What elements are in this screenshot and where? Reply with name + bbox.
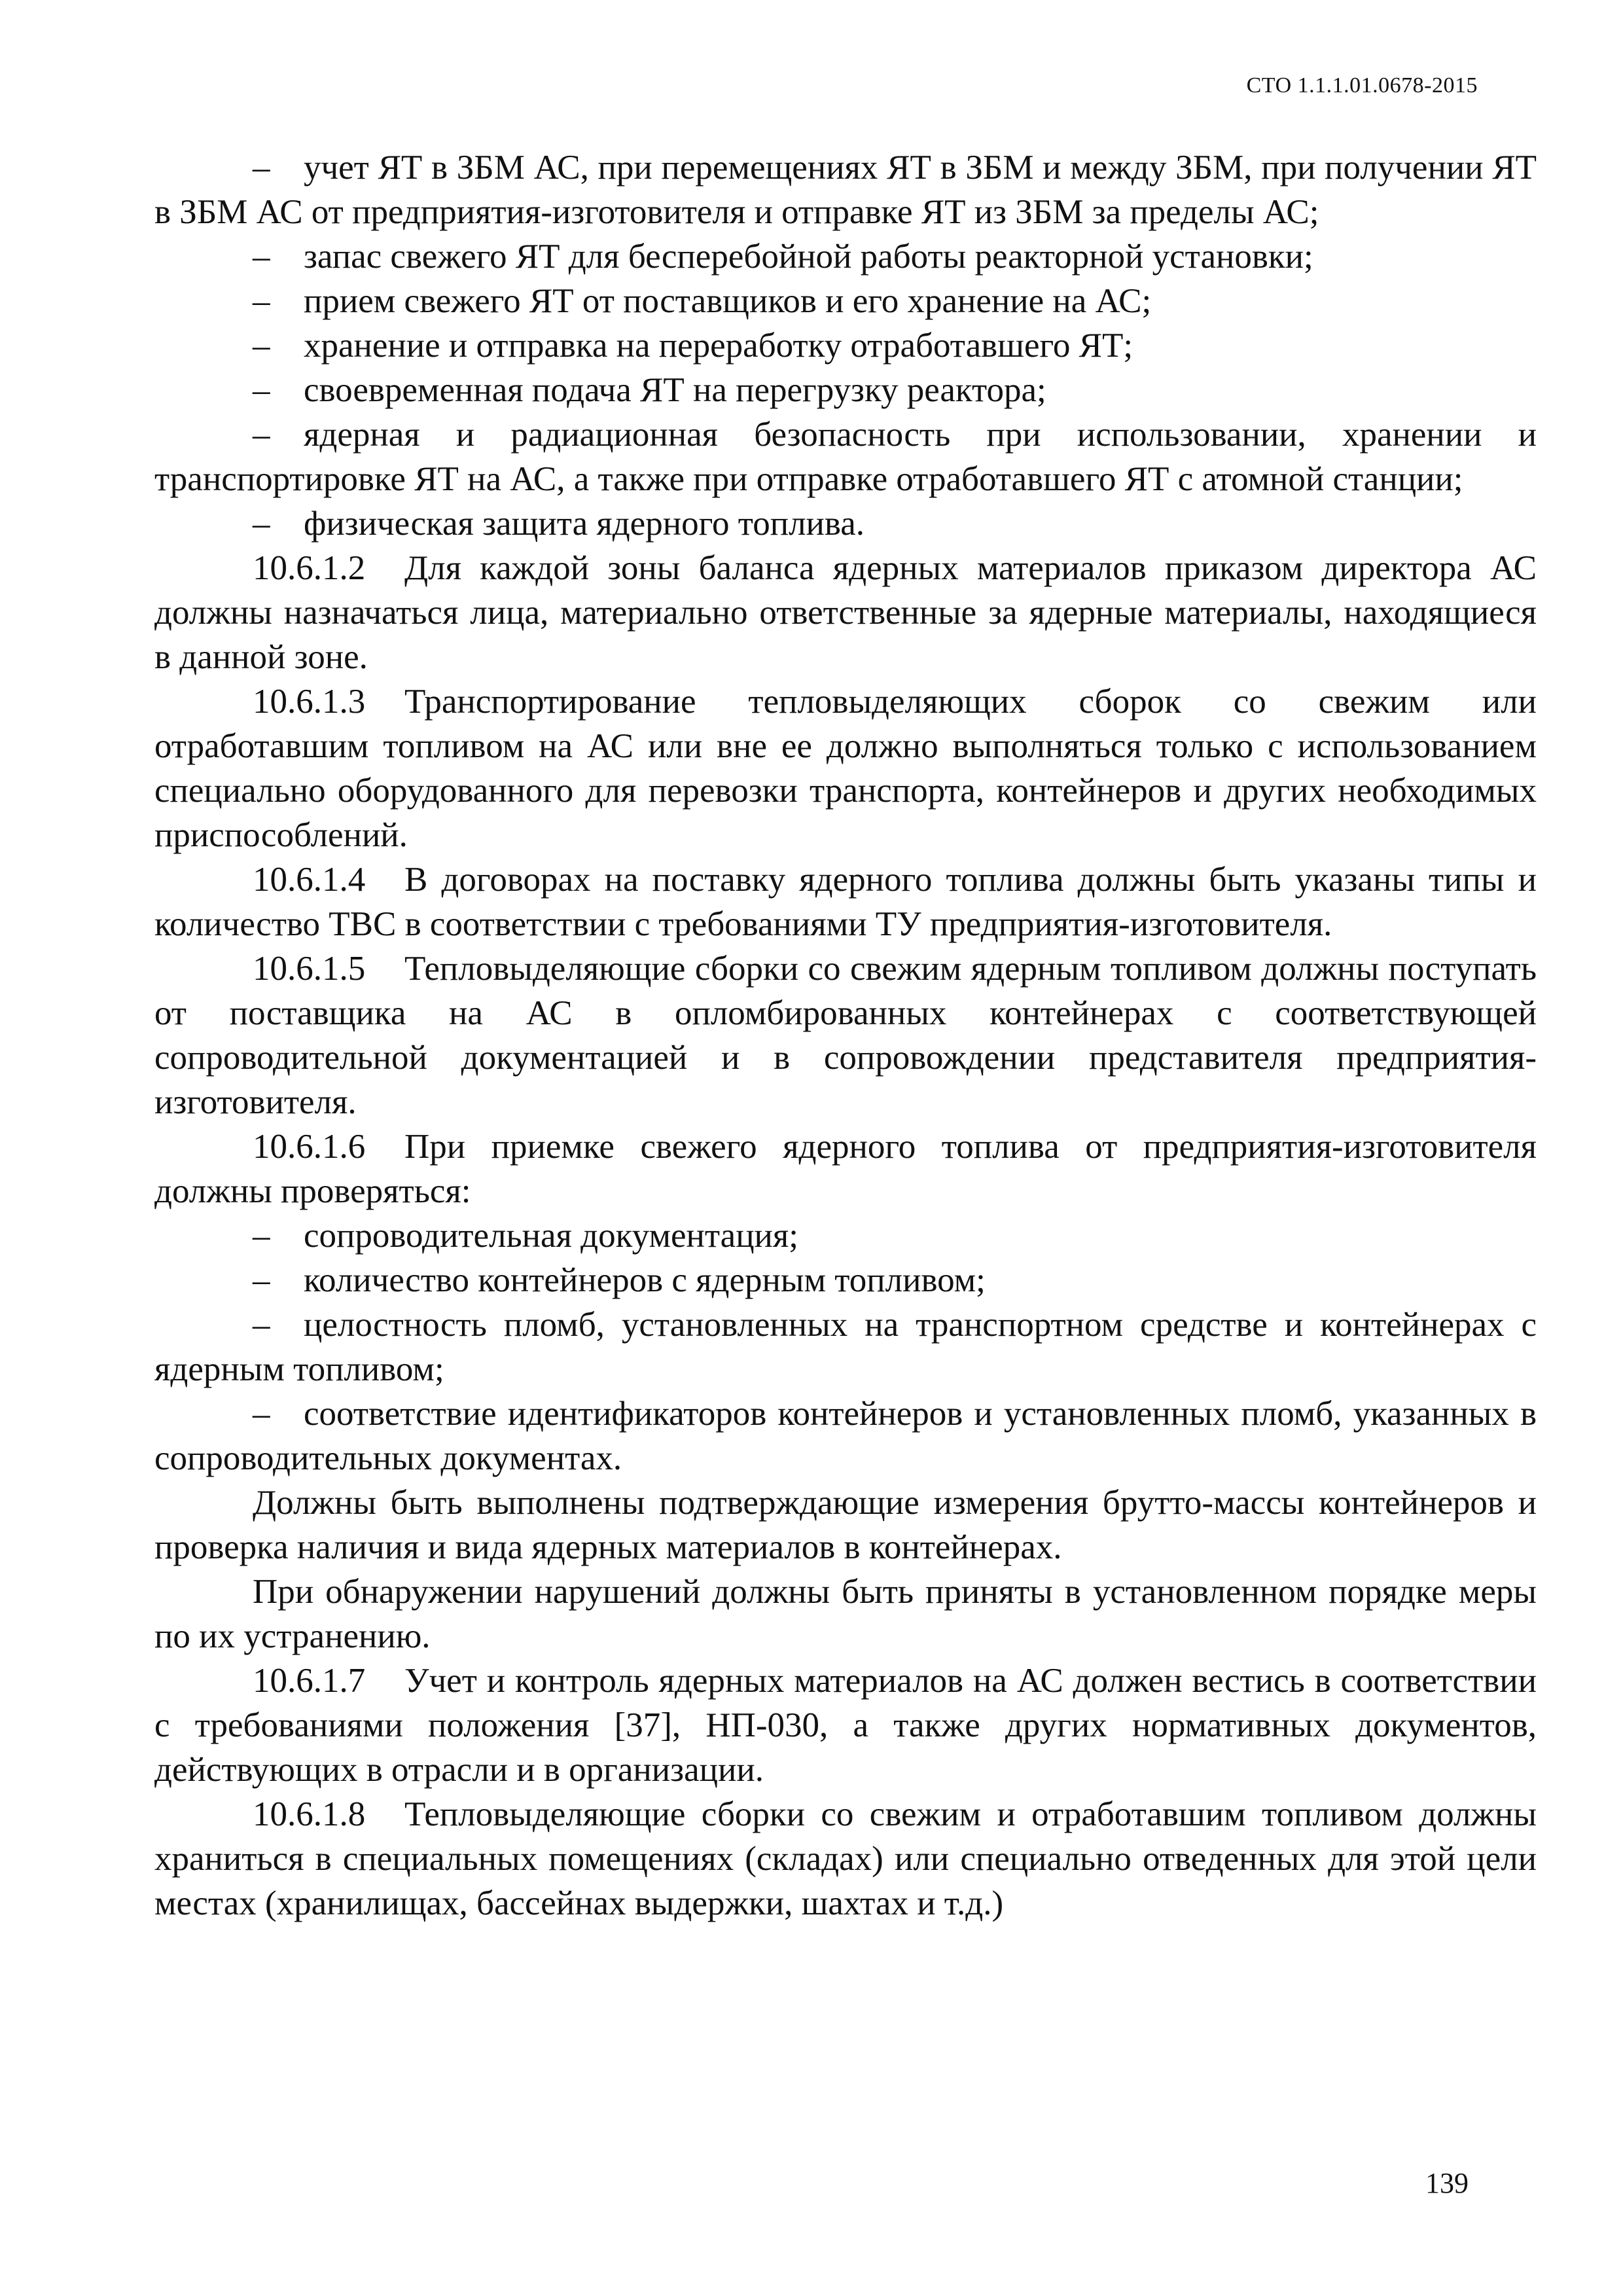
dash-marker: – — [253, 371, 270, 409]
list-item-dash — [154, 234, 1537, 279]
clause-number: 10.6.1.8 — [253, 1795, 366, 1833]
clause-text: Тепловыделяющие сборки со свежим и отработавшим топливом должны храниться в специальных помещениях (складах) или специально отведенных для этой цели местах (хранилищах, бассейнах выдержки, шахтах и т.д.) — [154, 1795, 1537, 1922]
clause-paragraph — [154, 1659, 1537, 1792]
dash-marker: – — [253, 149, 270, 187]
clause-number: 10.6.1.5 — [253, 950, 366, 988]
dash-marker: – — [253, 1395, 270, 1433]
clause-paragraph — [154, 546, 1537, 679]
dash-marker: – — [253, 1261, 270, 1299]
clause-text: В договорах на поставку ядерного топлива должны быть указаны типы и количество ТВС в соответствии с требованиями ТУ предприятия-изготовителя. — [154, 861, 1537, 943]
clause-text: Учет и контроль ядерных материалов на АС должен вестись в соответствии с требованиями положения [37], НП-030, а также других нормативных документов, действующих в отрасли и в организации. — [154, 1662, 1537, 1789]
clause-number: 10.6.1.2 — [253, 549, 366, 587]
list-item-dash — [154, 368, 1537, 412]
clause-text: Для каждой зоны баланса ядерных материалов приказом директора АС должны назначаться лица, материально ответственные за ядерные материалы, находящиеся в данной зоне. — [154, 549, 1537, 676]
list-item-text: своевременная подача ЯТ на перегрузку реактора; — [304, 371, 1046, 409]
clause-text: Транспортирование тепловыделяющих сборок со свежим или отработавшим топливом на АС или вне ее должно выполняться только с использованием специально оборудованного для перевозки транспорта, контейнеров и других необходимых приспособлений. — [154, 683, 1537, 854]
clause-paragraph — [154, 857, 1537, 946]
body-paragraph: Должны быть выполнены подтверждающие измерения брутто-массы контейнеров и проверка наличия и вида ядерных материалов в контейнерах. — [154, 1484, 1537, 1566]
list-item-dash — [154, 1213, 1537, 1258]
list-item-text: физическая защита ядерного топлива. — [304, 505, 865, 543]
list-item-text: целостность пломб, установленных на транспортном средстве и контейнерах с ядерным топливом; — [154, 1306, 1537, 1388]
list-item-dash — [154, 1391, 1537, 1480]
list-item-dash — [154, 1302, 1537, 1391]
list-item-text: запас свежего ЯТ для бесперебойной работы реакторной установки; — [304, 238, 1313, 276]
list-item-dash — [154, 1258, 1537, 1302]
clause-number: 10.6.1.4 — [253, 861, 366, 899]
list-item-text: соответствие идентификаторов контейнеров и установленных пломб, указанных в сопроводительных документах. — [154, 1395, 1537, 1477]
page-number: 139 — [1425, 2167, 1469, 2199]
clause-paragraph — [154, 946, 1537, 1124]
clause-text: При приемке свежего ядерного топлива от предприятия-изготовителя должны проверяться: — [154, 1128, 1537, 1210]
list-item-dash — [154, 323, 1537, 368]
clause-paragraph — [154, 1792, 1537, 1926]
clause-number: 10.6.1.3 — [253, 683, 366, 721]
dash-marker: – — [253, 238, 270, 276]
clause-number: 10.6.1.6 — [253, 1128, 366, 1166]
list-item-text: ядерная и радиационная безопасность при использовании, хранении и транспортировке ЯТ на АС, а также при отправке отработавшего ЯТ с атомной станции; — [154, 416, 1537, 498]
list-item-text: сопроводительная документация; — [304, 1217, 799, 1255]
list-item-text: количество контейнеров с ядерным топливом; — [304, 1261, 986, 1299]
list-item-dash — [154, 412, 1537, 501]
clause-paragraph — [154, 1124, 1537, 1213]
document-code-header: СТО 1.1.1.01.0678-2015 — [1246, 73, 1478, 98]
document-body — [154, 145, 1537, 1926]
dash-marker: – — [253, 1306, 270, 1344]
list-item-dash — [154, 501, 1537, 546]
clause-paragraph — [154, 679, 1537, 857]
list-item-text: прием свежего ЯТ от поставщиков и его хранение на АС; — [304, 282, 1152, 320]
dash-marker: – — [253, 282, 270, 320]
dash-marker: – — [253, 416, 270, 454]
dash-marker: – — [253, 1217, 270, 1255]
clause-text: Тепловыделяющие сборки со свежим ядерным топливом должны поступать от поставщика на АС в опломбированных контейнерах с соответствующей сопроводительной документацией и в сопровождении представителя предприятия-изготовителя. — [154, 950, 1537, 1121]
clause-number: 10.6.1.7 — [253, 1662, 366, 1700]
list-item-dash — [154, 279, 1537, 323]
dash-marker: – — [253, 505, 270, 543]
list-item-dash — [154, 145, 1537, 234]
list-item-text: учет ЯТ в ЗБМ АС, при перемещениях ЯТ в ЗБМ и между ЗБМ, при получении ЯТ в ЗБМ АС от предприятия-изготовителя и отправке ЯТ из ЗБМ за пределы АС; — [154, 149, 1537, 231]
dash-marker: – — [253, 327, 270, 365]
body-paragraph: При обнаружении нарушений должны быть приняты в установленном порядке меры по их устранению. — [154, 1573, 1537, 1655]
list-item-text: хранение и отправка на переработку отработавшего ЯТ; — [304, 327, 1133, 365]
